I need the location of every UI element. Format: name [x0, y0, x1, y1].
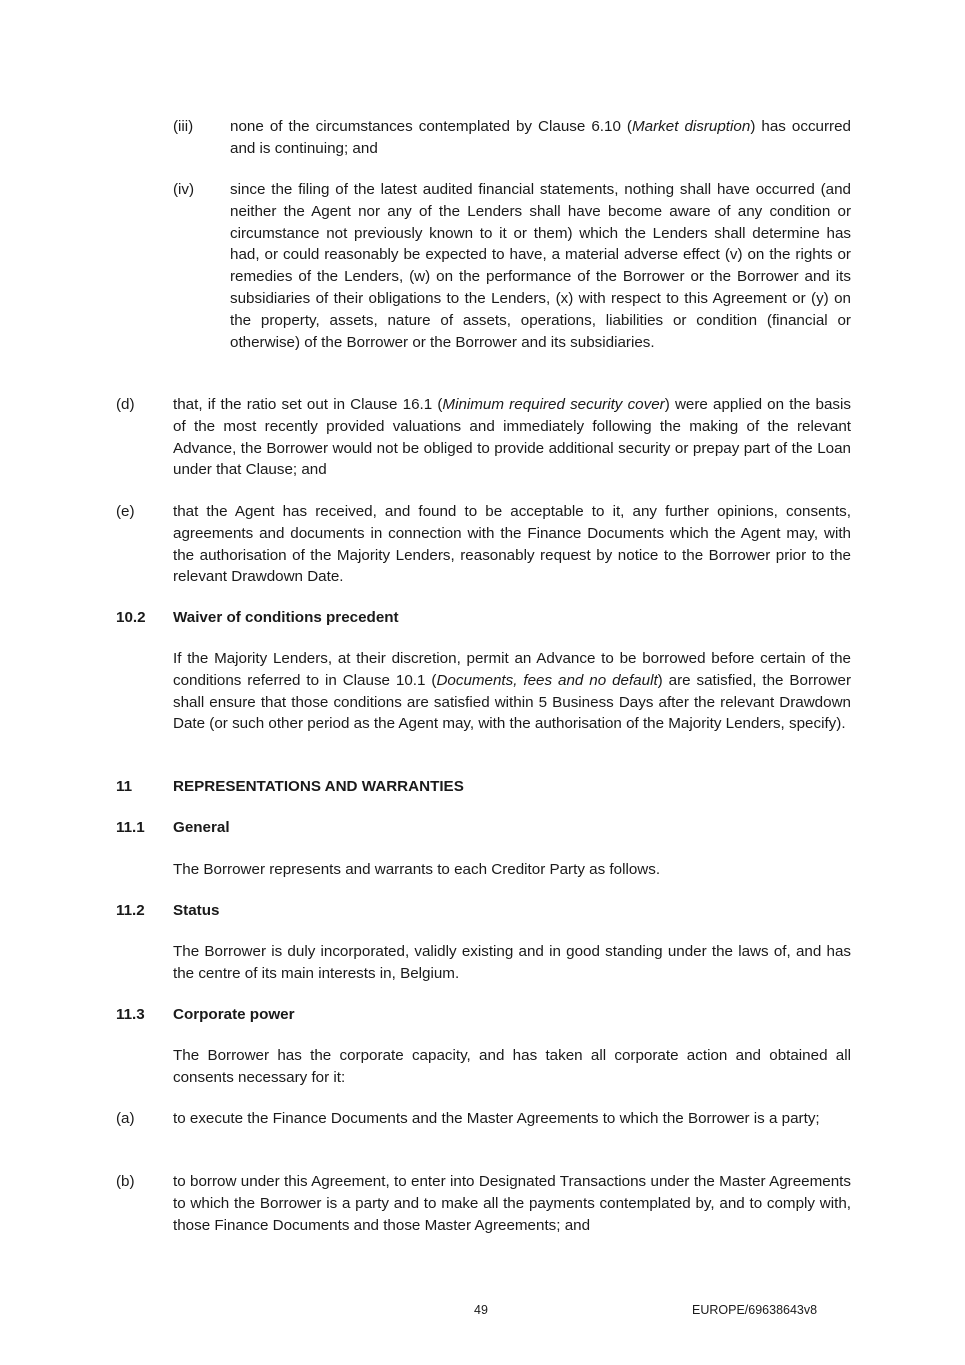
section-number: 10.2	[116, 609, 146, 626]
section-text	[173, 648, 851, 735]
section-number: 11.3	[116, 1006, 145, 1023]
section-text-part: ) are satisfied, the Borrower shall ensure that those conditions are satisfied within 5 Business Days after the relevant Drawdown Date (or such other period as the Agent may, with the authorisation of the Majority Lenders, specify).	[173, 671, 851, 733]
section-text-part: If the Majority Lenders, at their discretion, permit an Advance to be borrowed before certain of the conditions referred to in Clause 10.1 (	[173, 650, 851, 689]
item-label: (e)	[116, 503, 135, 520]
item-text-part: none of the circumstances contemplated by Clause 6.10 (	[230, 118, 632, 135]
section-text: The Borrower has the corporate capacity, and has taken all corporate action and obtained all consents necessary for it:	[173, 1047, 851, 1086]
clause-reference: Documents, fees and no default	[436, 671, 658, 689]
section-number: 11.2	[116, 902, 145, 919]
item-label: (b)	[116, 1173, 135, 1190]
item-label: (a)	[116, 1110, 135, 1127]
item-text-part: ) has occurred and is continuing; and	[230, 118, 852, 157]
section-title: General	[173, 819, 230, 836]
item-text: that the Agent has received, and found to be acceptable to it, any further opinions, consents, agreements and documents in connection with the Finance Documents which the Agent may, with the authorisation of the Majority Lenders, reasonably request by notice to the Borrower prior to the relevant Drawdown Date.	[173, 503, 851, 586]
item-text	[173, 394, 851, 481]
item-text: since the filing of the latest audited financial statements, nothing shall have occurred (and neither the Agent nor any of the Lenders shall have become aware of any condition or circumstance not previously known to it or them) which the Lenders shall determine has had, or could reasonably be expected to have, a material adverse effect (v) on the rights or remedies of the Lenders, (w) on the performance of the Borrower or the Borrower and its subsidiaries of their obligations to the Lenders, (x) with respect to this Agreement or (y) on the property, assets, nature of assets, operations, liabilities or condition (financial or otherwise) of the Borrower or the Borrower and its subsidiaries.	[230, 181, 851, 351]
clause-reference: Minimum required security cover	[442, 396, 665, 413]
section-title: Waiver of conditions precedent	[173, 609, 399, 626]
item-text: to execute the Finance Documents and the Master Agreements to which the Borrower is a party;	[173, 1110, 820, 1127]
section-title: Status	[173, 902, 220, 919]
item-text-part: ) were applied on the basis of the most recently provided valuations and immediately following the making of the relevant Advance, the Borrower would not be obliged to provide additional security or prepay part of the Loan under that Clause; and	[173, 396, 851, 479]
item-text	[230, 116, 851, 160]
section-title: REPRESENTATIONS AND WARRANTIES	[173, 778, 464, 795]
clause-reference: Market disruption	[632, 118, 751, 135]
item-label: (d)	[116, 396, 135, 413]
section-title: Corporate power	[173, 1006, 295, 1023]
document-reference: EUROPE/69638643v8	[692, 1303, 818, 1317]
page-number: 49	[474, 1303, 488, 1317]
item-label: (iii)	[173, 118, 194, 135]
item-label: (iv)	[173, 181, 195, 198]
section-text: The Borrower represents and warrants to each Creditor Party as follows.	[173, 861, 661, 878]
section-number: 11	[116, 778, 133, 795]
item-text-part: that, if the ratio set out in Clause 16.1 (	[173, 396, 443, 413]
section-number: 11.1	[116, 819, 145, 836]
section-text: The Borrower is duly incorporated, validly existing and in good standing under the laws of, and has the centre of its main interests in, Belgium.	[173, 943, 851, 982]
item-text: to borrow under this Agreement, to enter into Designated Transactions under the Master Agreements to which the Borrower is a party and to make all the payments contemplated by, and to comply with, those Finance Documents and those Master Agreements; and	[173, 1173, 851, 1234]
